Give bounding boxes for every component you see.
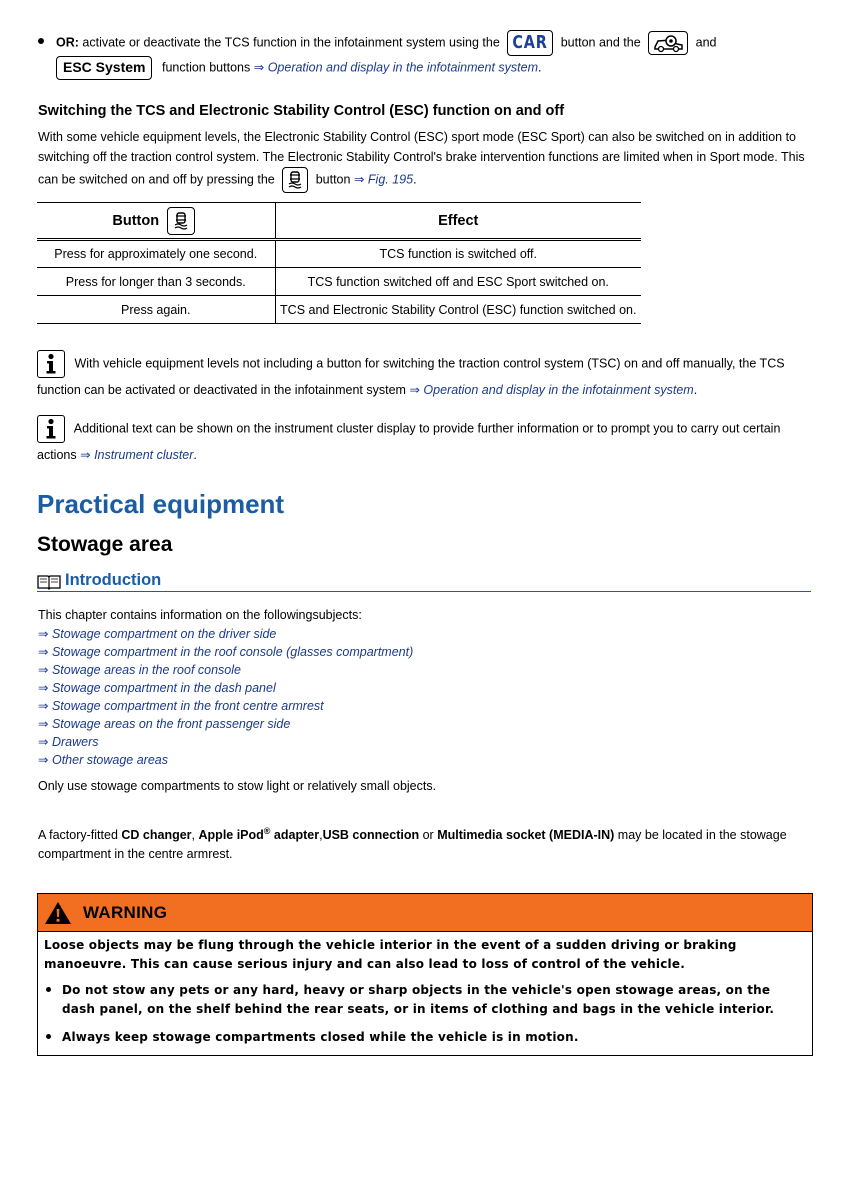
info-icon bbox=[37, 415, 65, 443]
warning-header bbox=[38, 894, 812, 932]
note-text: Additional text can be shown on the instrument cluster display to provide further information or to prompt you to carry out certain actions bbox=[37, 421, 781, 462]
table-cell: Press for longer than 3 seconds. bbox=[37, 268, 275, 296]
period: . bbox=[537, 60, 542, 75]
link-fig-195[interactable]: Fig. 195 bbox=[367, 172, 414, 187]
list-item[interactable]: ⇒ Stowage areas on the front passenger side bbox=[38, 717, 291, 731]
period: . bbox=[193, 448, 197, 462]
header-label: Button bbox=[112, 212, 160, 229]
warning-body bbox=[38, 932, 812, 1047]
bullet-text-b: button and the bbox=[560, 35, 641, 50]
table-row bbox=[37, 240, 641, 268]
bullet-text-c: and bbox=[695, 35, 717, 50]
info-note-1 bbox=[37, 350, 817, 402]
table-cell: TCS and Electronic Stability Control (ESC) function switched on. bbox=[275, 296, 641, 324]
car-settings-icon bbox=[648, 31, 688, 55]
table-row bbox=[37, 268, 641, 296]
table-header-button bbox=[37, 203, 275, 240]
top-bullet-item bbox=[38, 30, 818, 80]
list-item[interactable]: ⇒ Drawers bbox=[38, 735, 99, 749]
factory-fitted-text: A factory-fitted CD changer, Apple iPod® adapter,USB connection or Multimedia socket (MEDIA-IN) may be located in the stowage compartment in the centre armrest. bbox=[38, 826, 787, 862]
tcs-paragraph bbox=[38, 128, 808, 193]
list-item[interactable]: ⇒ Stowage compartment in the dash panel bbox=[38, 681, 276, 695]
warning-lead: Loose objects may be flung through the vehicle interior in the event of a sudden driving or braking manoeuvre. This can cause serious injury and can also lead to loss of control of the vehicle. bbox=[44, 938, 737, 971]
tcs-section-heading: Switching the TCS and Electronic Stability Control (ESC) function on and off bbox=[38, 103, 565, 119]
intro-lead: This chapter contains information on the followingsubjects: bbox=[38, 608, 362, 622]
tcs-paragraph-text: With some vehicle equipment levels, the Electronic Stability Control (ESC) sport mode (ESC Sport) can also be switched on in addition to switching off the traction control system. The Electronic Stability Control's brake intervention functions are limited when in Sport mode. This can be switched on and off by pressing the bbox=[38, 130, 805, 187]
info-note-2 bbox=[37, 415, 817, 467]
table-cell: Press for approximately one second. bbox=[37, 240, 275, 268]
warning-bullet: Always keep stowage compartments closed while the vehicle is in motion. bbox=[44, 1028, 806, 1047]
book-icon bbox=[37, 574, 61, 590]
tcs-button-icon bbox=[167, 207, 195, 235]
link-arrow: ⇒ bbox=[80, 448, 91, 462]
introduction-heading: Introduction bbox=[65, 571, 162, 589]
list-item[interactable]: ⇒ Stowage areas in the roof console bbox=[38, 663, 241, 677]
car-button-icon: CAR bbox=[507, 30, 553, 56]
note-text: With vehicle equipment levels not including a button for switching the traction control system (TSC) on and off manually, the TCS function can be activated or deactivated in the infotainment system bbox=[37, 356, 785, 397]
link-arrow: ⇒ bbox=[353, 172, 365, 187]
list-item[interactable]: ⇒ Stowage compartment on the driver side bbox=[38, 627, 277, 641]
table-cell: Press again. bbox=[37, 296, 275, 324]
warning-bullet: Do not stow any pets or any hard, heavy or sharp objects in the vehicle's open stowage areas, on the dash panel, on the shelf behind the rear seats, or in items of clothing and bags in the vehicle interior. bbox=[44, 981, 806, 1018]
bullet-text-a: activate or deactivate the TCS function in the infotainment system using the bbox=[82, 35, 500, 50]
link-arrow: ⇒ bbox=[253, 60, 265, 75]
subject-list bbox=[38, 626, 413, 770]
only-use-text: Only use stowage compartments to stow light or relatively small objects. bbox=[38, 779, 437, 793]
tcs-paragraph-tail: button bbox=[315, 172, 351, 187]
or-label: OR: bbox=[56, 35, 79, 50]
table-row bbox=[37, 296, 641, 324]
list-item[interactable]: ⇒ Stowage compartment in the roof console (glasses compartment) bbox=[38, 645, 414, 659]
table-header-effect: Effect bbox=[275, 203, 641, 240]
link-infotainment[interactable]: Operation and display in the infotainment system bbox=[423, 383, 694, 397]
bullet-text-d: function buttons bbox=[161, 60, 251, 75]
introduction-heading-bar bbox=[37, 571, 811, 592]
list-item[interactable]: ⇒ Stowage compartment in the front centre armrest bbox=[38, 699, 324, 713]
warning-title: WARNING bbox=[83, 903, 168, 922]
link-infotainment[interactable]: Operation and display in the infotainment system bbox=[267, 60, 538, 75]
link-instrument-cluster[interactable]: Instrument cluster bbox=[94, 448, 194, 462]
practical-equipment-heading: Practical equipment bbox=[37, 489, 285, 519]
table-cell: TCS function switched off and ESC Sport switched on. bbox=[275, 268, 641, 296]
link-arrow: ⇒ bbox=[409, 383, 420, 397]
warning-box bbox=[37, 893, 813, 1056]
stowage-area-heading: Stowage area bbox=[37, 533, 173, 556]
esc-system-button-icon: ESC System bbox=[56, 56, 152, 80]
tcs-button-icon bbox=[282, 167, 308, 193]
info-icon bbox=[37, 350, 65, 378]
table-cell: TCS function is switched off. bbox=[275, 240, 641, 268]
table-header-row bbox=[37, 203, 641, 240]
bullet-dot bbox=[38, 38, 44, 44]
list-item[interactable]: ⇒ Other stowage areas bbox=[38, 753, 169, 767]
warning-triangle-icon bbox=[44, 901, 72, 925]
tcs-button-table bbox=[37, 202, 641, 324]
period: . bbox=[693, 383, 698, 397]
period: . bbox=[413, 172, 417, 187]
